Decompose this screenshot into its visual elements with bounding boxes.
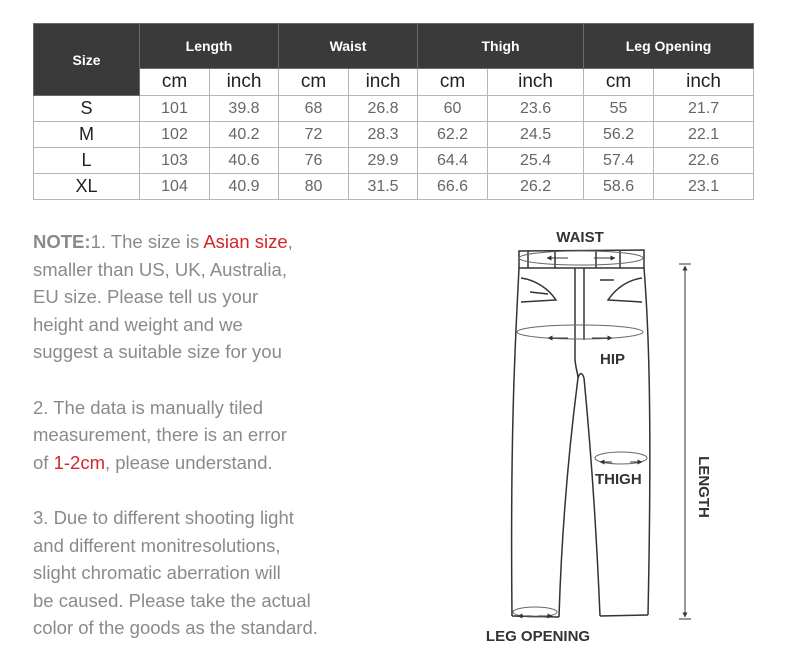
value-cell: 40.6 (210, 148, 279, 174)
value-cell: 25.4 (488, 148, 584, 174)
value-cell: 57.4 (584, 148, 654, 174)
pants-outline (512, 250, 650, 617)
leg-opening-label: LEG OPENING (485, 628, 591, 645)
value-cell: 26.2 (488, 174, 584, 200)
unit-cell: cm (140, 69, 210, 96)
size-header: Size (34, 24, 140, 96)
value-cell: 101 (140, 96, 210, 122)
size-cell: M (34, 122, 140, 148)
value-cell: 60 (418, 96, 488, 122)
value-cell: 66.6 (418, 174, 488, 200)
unit-cell: cm (418, 69, 488, 96)
note-1-line: suggest a suitable size for you (33, 341, 282, 363)
length-header: Length (140, 24, 279, 69)
unit-cell: inch (654, 69, 754, 96)
note-3-line: color of the goods as the standard. (33, 617, 318, 639)
value-cell: 56.2 (584, 122, 654, 148)
size-cell: S (34, 96, 140, 122)
value-cell: 29.9 (349, 148, 418, 174)
note-1-line: smaller than US, UK, Australia, (33, 258, 287, 280)
waist-header: Waist (279, 24, 418, 69)
value-cell: 62.2 (418, 122, 488, 148)
measurement-guides (513, 251, 691, 619)
length-label: LENGTH (695, 456, 712, 518)
value-cell: 72 (279, 122, 349, 148)
value-cell: 58.6 (584, 174, 654, 200)
value-cell: 23.6 (488, 96, 584, 122)
thigh-header: Thigh (418, 24, 584, 69)
waist-label: WAIST (556, 229, 604, 246)
value-cell: 76 (279, 148, 349, 174)
note-3-line: be caused. Please take the actual (33, 589, 311, 611)
note-text: of (33, 451, 54, 473)
note-2-line: measurement, there is an error (33, 424, 287, 446)
value-cell: 104 (140, 174, 210, 200)
value-cell: 31.5 (349, 174, 418, 200)
value-cell: 68 (279, 96, 349, 122)
value-cell: 24.5 (488, 122, 584, 148)
asian-size-highlight: Asian size (203, 231, 288, 252)
unit-cell: cm (279, 69, 349, 96)
value-cell: 23.1 (654, 174, 754, 200)
error-range-highlight: 1-2cm (53, 451, 105, 473)
value-cell: 64.4 (418, 148, 488, 174)
value-cell: 80 (279, 174, 349, 200)
note-3-line: slight chromatic aberration will (33, 562, 281, 584)
note-3-line: 3. Due to different shooting light (33, 506, 294, 528)
size-cell: XL (34, 174, 140, 200)
value-cell: 103 (140, 148, 210, 174)
value-cell: 28.3 (349, 122, 418, 148)
unit-cell: inch (349, 69, 418, 96)
value-cell: 102 (140, 122, 210, 148)
value-cell: 26.8 (349, 96, 418, 122)
value-cell: 39.8 (210, 96, 279, 122)
value-cell: 55 (584, 96, 654, 122)
note-text: , (287, 231, 293, 252)
note-text: , please understand. (104, 451, 273, 473)
note-label: NOTE: (33, 231, 91, 252)
value-cell: 40.9 (210, 174, 279, 200)
value-cell: 22.1 (654, 122, 754, 148)
note-text: 1. The size is (90, 231, 204, 252)
note-1-line: height and weight and we (33, 313, 243, 335)
unit-cell: inch (210, 69, 279, 96)
value-cell: 21.7 (654, 96, 754, 122)
value-cell: 40.2 (210, 122, 279, 148)
value-cell: 22.6 (654, 148, 754, 174)
note-3-line: and different monitresolutions, (33, 534, 281, 556)
hip-label: HIP (600, 351, 626, 368)
leg-opening-header: Leg Opening (584, 24, 754, 69)
unit-cell: inch (488, 69, 584, 96)
size-cell: L (34, 148, 140, 174)
note-1-line: EU size. Please tell us your (33, 286, 259, 308)
thigh-label: THIGH (595, 471, 642, 488)
unit-cell: cm (584, 69, 654, 96)
note-2-line: 2. The data is manually tiled (33, 396, 264, 418)
